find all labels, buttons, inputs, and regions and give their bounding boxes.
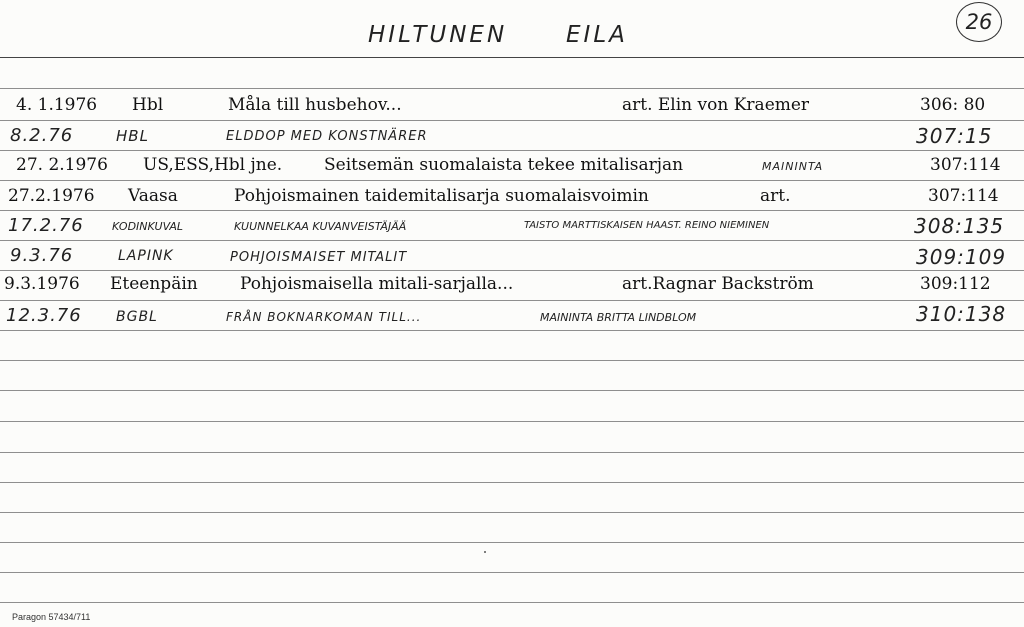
ruled-line — [0, 300, 1024, 301]
entry-source: Eteenpäin — [110, 274, 198, 294]
ruled-line — [0, 360, 1024, 361]
entry-source: BGBL — [116, 309, 158, 325]
entry-ref: 307:114 — [930, 155, 1001, 175]
ruled-line — [0, 240, 1024, 241]
entry-date: 8.2.76 — [10, 125, 74, 146]
entry-ref: 308:135 — [914, 214, 1005, 238]
entry-date: 27. 2.1976 — [16, 155, 108, 175]
entry-note: art. Elin von Kraemer — [622, 95, 810, 115]
entry-note: TAISTO MARTTISKAISEN HAAST. REINO NIEMINEN — [524, 220, 770, 231]
entry-note: MAININTA BRITTA LINDBLOM — [540, 311, 697, 324]
ruled-line — [0, 120, 1024, 121]
entry-ref: 309:109 — [916, 245, 1007, 269]
ruled-line — [0, 88, 1024, 89]
entry-title: FRÅN BOKNARKOMAN TILL... — [226, 310, 422, 324]
entry-source: HBL — [116, 127, 149, 145]
entry-title: ELDDOP MED KONSTNÄRER — [226, 129, 428, 144]
entry-date: 9.3.76 — [10, 245, 74, 266]
entry-title: Seitsemän suomalaista tekee mitalisarjan — [324, 155, 684, 175]
ruled-line — [0, 330, 1024, 331]
card-title-surname: HILTUNEN — [368, 22, 508, 48]
ruled-line — [0, 180, 1024, 181]
entry-title: KUUNNELKAA KUVANVEISTÄJÄÄ — [234, 220, 407, 233]
entry-title: Pohjoismaisella mitali-sarjalla... — [240, 274, 514, 294]
entry-date: 4. 1.1976 — [16, 95, 98, 115]
entry-title: Pohjoismainen taidemitalisarja suomalaisvoimin — [234, 186, 649, 206]
card-title-firstname: EILA — [566, 22, 628, 48]
card-footer-print: Paragon 57434/711 — [12, 612, 91, 622]
ruled-line — [0, 602, 1024, 603]
entry-date: 9.3.1976 — [4, 274, 80, 294]
entry-source: Vaasa — [128, 186, 178, 206]
ruled-line — [0, 270, 1024, 271]
entry-note: MAININTA — [762, 160, 824, 173]
entry-note: art. — [760, 186, 791, 206]
ink-speck — [484, 551, 486, 553]
entry-title: POHJOISMAISET MITALIT — [230, 250, 408, 265]
entry-ref: 310:138 — [916, 302, 1007, 326]
entry-ref: 309:112 — [920, 274, 991, 294]
entry-ref: 307:15 — [916, 124, 993, 148]
entry-ref: 306: 80 — [920, 95, 986, 115]
entry-ref: 307:114 — [928, 186, 999, 206]
ruled-line — [0, 542, 1024, 543]
entry-title: Måla till husbehov... — [228, 95, 402, 115]
entry-source: US,ESS,Hbl jne. — [143, 155, 283, 175]
card-number: 26 — [956, 2, 1002, 42]
header-rule — [0, 57, 1024, 58]
entry-note: art.Ragnar Backström — [622, 274, 814, 294]
ruled-line — [0, 452, 1024, 453]
ruled-line — [0, 572, 1024, 573]
entry-date: 27.2.1976 — [8, 186, 95, 206]
ruled-line — [0, 421, 1024, 422]
entry-date: 17.2.76 — [8, 215, 84, 236]
ruled-line — [0, 150, 1024, 151]
ruled-line — [0, 482, 1024, 483]
ruled-line — [0, 512, 1024, 513]
entry-date: 12.3.76 — [6, 305, 82, 326]
entry-source: KODINKUVAL — [112, 220, 184, 233]
ruled-line — [0, 390, 1024, 391]
ruled-line — [0, 210, 1024, 211]
entry-source: LAPINK — [118, 248, 174, 264]
entry-source: Hbl — [132, 95, 164, 115]
